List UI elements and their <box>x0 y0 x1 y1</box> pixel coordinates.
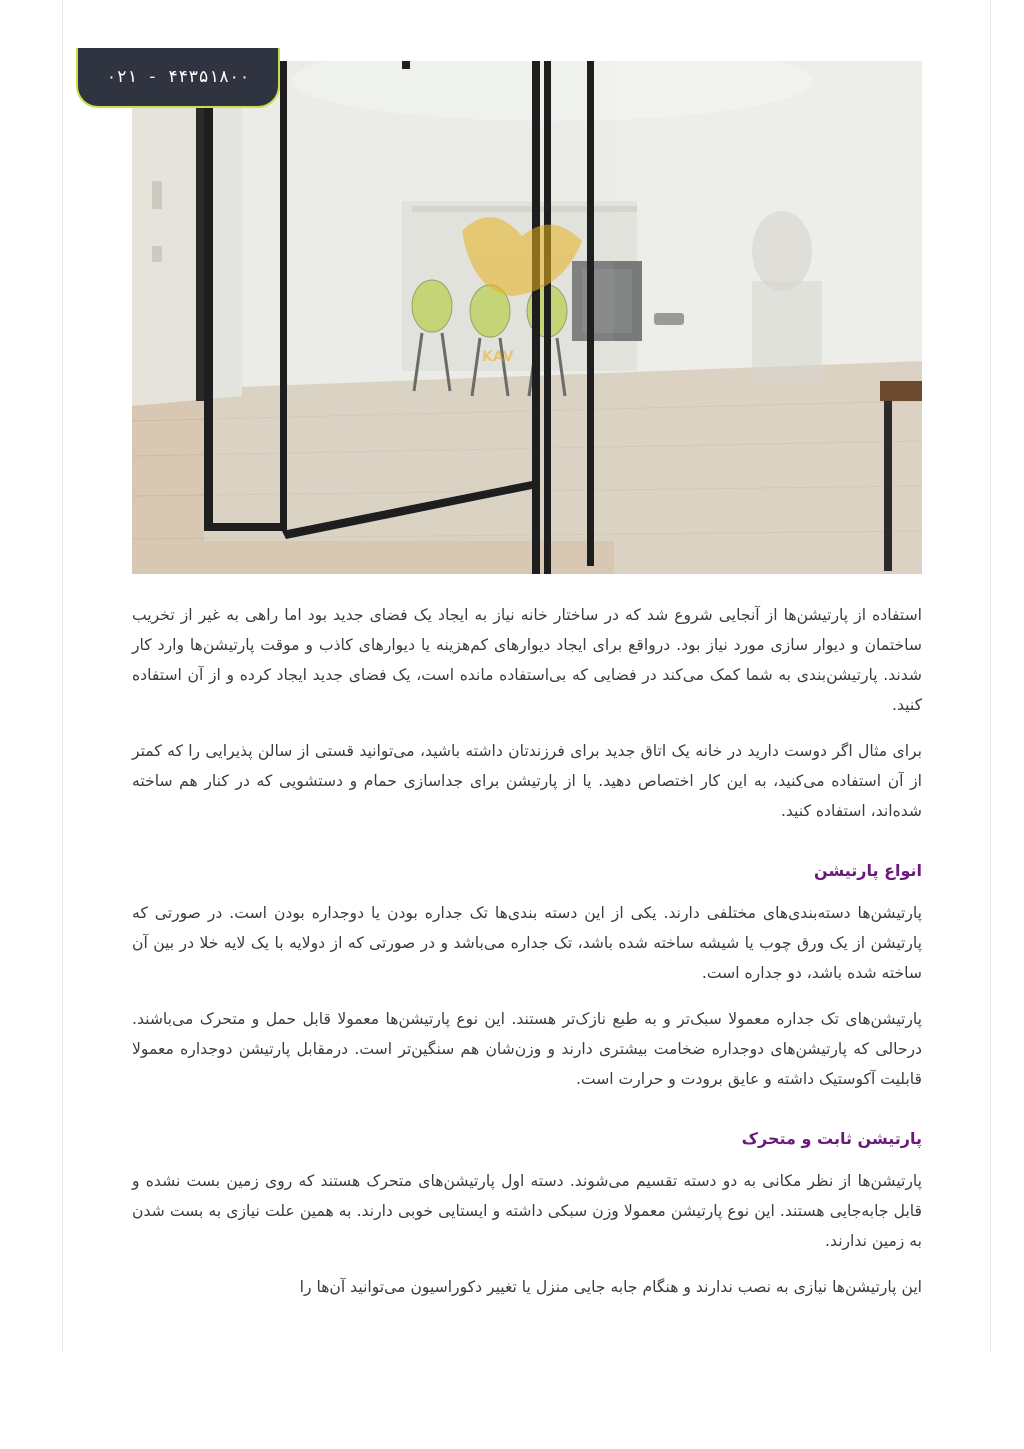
phone-badge[interactable] <box>76 48 280 108</box>
paragraph-installation: این پارتیشن‌ها نیازی به نصب ندارند و هنگام جابه جایی منزل یا تغییر دکوراسیون می‌توانید آن‌ها را <box>299 1278 922 1296</box>
phone-number: ۰۲۱ - ۴۴۳۵۱۸۰۰ <box>106 67 250 87</box>
paragraph-single-double: پارتیشن‌های تک جداره معمولا سبک‌تر و به طبع نازک‌تر هستند. این نوع پارتیشن‌ها معمولا قابل حمل و متحرک می‌باشند. درحالی که پارتیشن‌های دوجداره ضخامت بیشتری دارند و وزن‌شان هم سنگین‌تر است. درمقابل پارتیشن دوجداره معمولا قابلیت آکوستیک داشته و عایق برودت و حرارت است. <box>132 1010 922 1088</box>
paragraph-movable: پارتیشن‌ها از نظر مکانی به دو دسته تقسیم می‌شوند. دسته اول پارتیشن‌های متحرک هستند که روی زمین بست نشده و قابل جابه‌جایی هستند. این نوع پارتیشن معمولا وزن سبکی داشته و ایستایی خوبی دارند. به همین علت نیازی به بست شدن به زمین ندارند. <box>132 1172 922 1250</box>
watermark-text: KAV <box>482 349 514 365</box>
paragraph-example: برای مثال اگر دوست دارید در خانه یک اتاق جدید برای فرزندتان داشته باشید، می‌توانید قستی از سالن پذیرایی را که کمتر از آن استفاده می‌کنید، به این کار اختصاص دهید. یا از پارتیشن برای جداسازی حمام و دستشویی که در کنار هم ساخته شده‌اند، استفاده کنید. <box>132 742 922 820</box>
hero-image <box>132 61 922 574</box>
heading-fixed-movable: پارتیشن ثابت و متحرک <box>741 1129 922 1148</box>
paragraph-intro: استفاده از پارتیشن‌ها از آنجایی شروع شد که در ساختار خانه نیاز به ایجاد یک فضای جدید بود اما راهی به غیر از تخریب ساختمان و دیوار سازی مورد نیاز بود. درواقع برای ایجاد دیوارهای کم‌هزینه یا دیوارهای کاذب و موقت پارتیشن‌ها وارد کار شدند. پارتیشن‌بندی به شما کمک می‌کند در فضایی که بی‌استفاده مانده است، یک فضای جدید ایجاد کرده و از آن استفاده کنید. <box>132 606 922 714</box>
paragraph-types: پارتیشن‌ها دسته‌بندی‌های مختلفی دارند. یکی از این دسته بندی‌ها تک جداره بودن یا دوجداره بودن است. در صورتی که پارتیشن از یک ورق چوب یا شیشه ساخته شده باشد، تک جداره می‌باشد و در صورتی که از دولایه با یک لایه خلا در بین آن ساخته شده باشد، دو جداره است. <box>132 904 922 982</box>
article-body <box>132 600 922 1318</box>
heading-partition-types: انواع پارتیشن <box>814 861 922 880</box>
